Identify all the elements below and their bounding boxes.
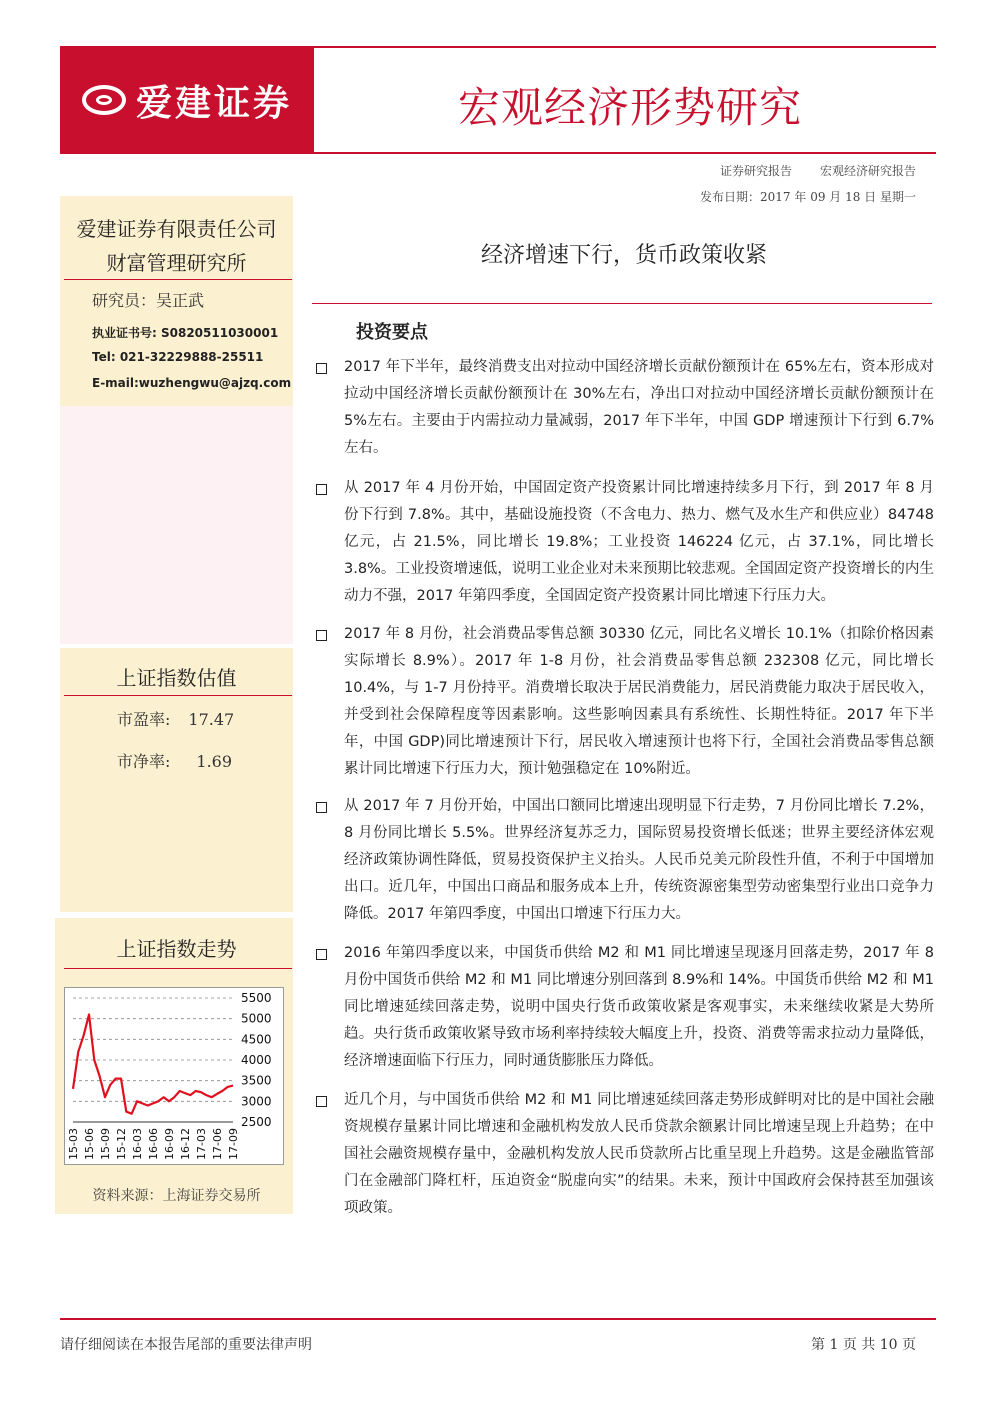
x-tick-label: 16-12 <box>179 1128 192 1160</box>
x-tick-label: 16-03 <box>131 1128 144 1160</box>
bullet-item <box>312 940 934 1075</box>
checkbox-bullet-icon <box>316 484 327 495</box>
legal-disclaimer-link[interactable]: 请仔细阅读在本报告尾部的重要法律声明 <box>60 1337 312 1353</box>
logo-text: 爱建证券 <box>135 81 292 124</box>
checkbox-bullet-icon <box>316 1096 327 1107</box>
checkbox-bullet-icon <box>316 363 327 374</box>
valuation-divider <box>64 695 292 696</box>
phone-number: Tel: 021-32229888-25511 <box>92 350 264 364</box>
bullet-item <box>312 475 934 610</box>
license-number: 执业证书号: S0820511030001 <box>92 326 279 340</box>
logo <box>60 48 314 152</box>
y-tick-label: 4000 <box>241 1053 272 1067</box>
bullet-text: 从 2017 年 7 月份开始，中国出口额同比增速出现明显下行走势，7 月份同比增长 7.2%，8 月份同比增长 5.5%。世界经济复苏乏力，国际贸易投资增长低迷；世界主要经济体宏观经济政策协调性降低，贸易投资保护主义抬头。人民币兑美元阶段性升值，不利于中国增加出口。近几年，中国出口商品和服务成本上升，传统资源密集型劳动密集型行业出口竞争力降低。2017 年第四季度，中国出口增速下行压力大。 <box>344 798 934 922</box>
company-name <box>60 212 293 280</box>
bullet-text: 从 2017 年 4 月份开始，中国固定资产投资累计同比增速持续多月下行，到 2017 年 8 月份下行到 7.8%。其中，基础设施投资（不含电力、热力、燃气及水生产和供应业）84748 亿元，占 21.5%，同比增长 19.8%；工业投资 146224 亿元，占 37.1%，同比增长 3.8%。工业投资增速低，说明工业企业对未来预期比较悲观。全国固定资产投资增长的内生动力不强，2017 年第四季度，全国固定资产投资累计同比增速下行压力大。 <box>344 480 934 604</box>
bullet-text: 2017 年下半年，最终消费支出对拉动中国经济增长贡献份额预计在 65%左右，资本形成对拉动中国经济增长贡献份额预计在 30%左右，净出口对拉动中国经济增长贡献份额预计在 5%左右。主要由于内需拉动力量减弱，2017 年下半年，中国 GDP 增速预计下行到 6.7%左右。 <box>344 359 934 456</box>
report-series-title: 宏观经济形势研究 <box>457 83 802 132</box>
sidebar-divider <box>64 279 292 280</box>
footer-rule <box>60 1318 936 1320</box>
category-securities: 证券研究报告 <box>719 164 792 178</box>
report-category <box>500 162 916 179</box>
x-tick-label: 17-06 <box>211 1128 224 1160</box>
pb-label: 市净率: <box>117 752 171 771</box>
x-tick-label: 16-09 <box>163 1128 176 1160</box>
y-tick-label: 3000 <box>241 1094 272 1109</box>
x-tick-label: 16-06 <box>147 1128 160 1160</box>
bullet-item <box>312 354 934 462</box>
x-tick-label: 15-03 <box>67 1128 80 1160</box>
pb-value: 1.69 <box>196 752 233 771</box>
x-tick-label: 17-09 <box>227 1128 240 1160</box>
sidebar-spacer <box>60 406 293 644</box>
trend-title: 上证指数走势 <box>116 937 237 961</box>
x-tick-label: 17-03 <box>195 1128 208 1160</box>
x-tick-label: 15-06 <box>83 1128 96 1160</box>
bullet-item <box>312 621 934 783</box>
bullet-text: 2016 年第四季度以来，中国货币供给 M2 和 M1 同比增速呈现逐月回落走势，2017 年 8 月份中国货币供给 M2 和 M1 同比增速分别回落到 8.9%和 14%。中国货币供给 M2 和 M1 同比增速延续回落走势，说明中国央行货币政策收紧是客观事实，未来继续收紧是大势所趋。央行货币政策收紧导致市场利率持续较大幅度上升，投资、消费等需求拉动力量降低，经济增速面临下行压力，同时通货膨胀压力降低。 <box>344 945 934 1069</box>
checkbox-bullet-icon <box>316 949 327 960</box>
email-link[interactable]: E-mail:wuzhengwu@ajzq.com <box>92 376 292 390</box>
section-title: 投资要点 <box>356 322 428 343</box>
y-tick-label: 5500 <box>241 991 272 1005</box>
y-tick-label: 3500 <box>241 1073 272 1088</box>
index-chart-svg <box>65 988 283 1164</box>
y-tick-label: 2500 <box>241 1115 272 1129</box>
checkbox-bullet-icon <box>316 630 327 641</box>
pb-row <box>117 749 232 772</box>
index-chart <box>64 987 284 1165</box>
x-tick-label: 15-09 <box>99 1128 112 1160</box>
index-series-line <box>73 1015 233 1114</box>
logo-mark-icon <box>82 85 126 115</box>
data-source: 资料来源：上海证券交易所 <box>92 1188 261 1204</box>
publish-date: 发布日期：2017 年 09 月 18 日 星期一 <box>700 190 916 204</box>
y-tick-label: 5000 <box>241 1011 272 1026</box>
header-rule <box>60 152 936 154</box>
company-line1: 爱建证券有限责任公司 <box>76 217 277 241</box>
pe-row <box>117 707 234 730</box>
checkbox-bullet-icon <box>316 802 327 813</box>
x-tick-label: 15-12 <box>115 1128 128 1160</box>
pe-value: 17.47 <box>188 710 235 729</box>
subtitle-rule <box>312 303 932 304</box>
pe-label: 市盈率: <box>117 710 171 729</box>
page-number: 第 1 页 共 10 页 <box>811 1337 916 1353</box>
bullet-text: 近几个月，与中国货币供给 M2 和 M1 同比增速延续回落走势形成鲜明对比的是中国社会融资规模存量累计同比增速和金融机构发放人民币贷款余额累计同比增速呈现上升趋势；在中国社会融资规模存量中，金融机构发放人民币贷款所占比重呈现上升趋势。这是金融监管部门在金融部门降杠杆，压迫资金“脱虚向实”的结果。未来，预计中国政府会保持甚至加强该项政策。 <box>344 1092 934 1216</box>
report-subtitle: 经济增速下行，货币政策收紧 <box>480 243 767 268</box>
bullet-text: 2017 年 8 月份，社会消费品零售总额 30330 亿元，同比名义增长 10.1%（扣除价格因素实际增长 8.9%）。2017 年 1-8 月份，社会消费品零售总额 232308 亿元，同比增长 10.4%，与 1-7 月份持平。消费增长取决于居民消费能力，居民消费能力取决于居民收入，并受到社会保障程度等因素影响。这些影响因素具有系统性、长期性特征。2017 年下半年，中国 GDP)同比增速预计下行，居民收入增速预计也将下行，全国社会消费品零售总额累计同比增速下行压力大，预计勉强稳定在 10%附近。 <box>344 626 934 777</box>
researcher-name: 研究员：吴正武 <box>92 291 205 310</box>
category-macro: 宏观经济研究报告 <box>819 164 916 178</box>
bullet-item <box>312 1087 934 1222</box>
valuation-title: 上证指数估值 <box>116 666 237 690</box>
company-line2: 财富管理研究所 <box>106 251 247 275</box>
y-tick-label: 4500 <box>241 1032 272 1047</box>
trend-divider <box>64 968 292 969</box>
bullet-item <box>312 793 934 928</box>
